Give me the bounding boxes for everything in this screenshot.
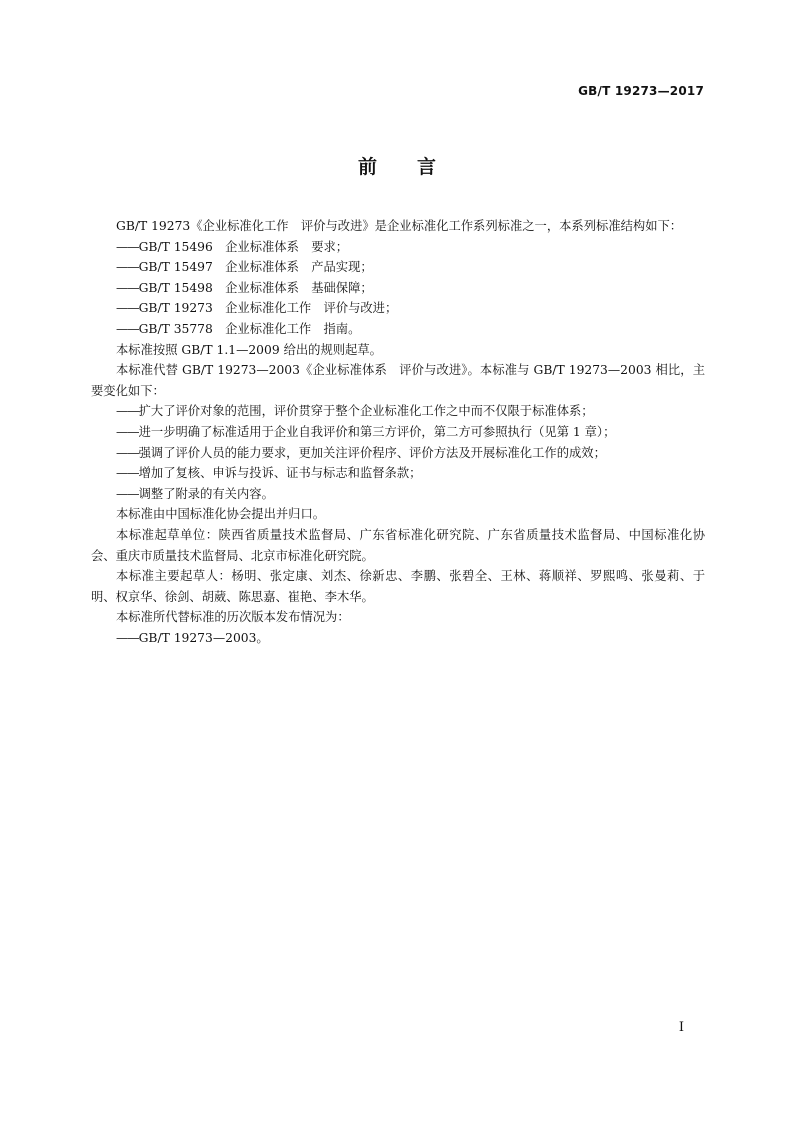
- series-item-3: GB/T 15498 企业标准体系 基础保障；: [138, 280, 373, 295]
- dash-mark: ——: [116, 260, 139, 275]
- list-item: [91, 237, 705, 258]
- list-item: [91, 422, 705, 443]
- dash-mark: ——: [116, 486, 139, 501]
- list-item: [91, 463, 705, 484]
- list-item: [91, 278, 705, 299]
- page-number: I: [678, 1020, 684, 1035]
- change-item-2: 进一步明确了标准适用于企业自我评价和第三方评价，第二方可参照执行（见第 1 章）；: [138, 424, 616, 439]
- dash-mark: ——: [116, 445, 139, 460]
- dash-mark: ——: [116, 301, 139, 316]
- proposed-by-paragraph: 本标准由中国标准化协会提出并归口。: [116, 507, 326, 522]
- dash-mark: ——: [116, 630, 139, 645]
- list-item: [91, 319, 705, 340]
- page-title: 前言: [357, 156, 476, 178]
- list-item: [91, 443, 705, 464]
- drafting-units-paragraph: 本标准起草单位：陕西省质量技术监督局、广东省标准化研究院、广东省质量技术监督局、中国标准化协会、重庆市质量技术监督局、北京市标准化研究院。: [91, 527, 705, 563]
- dash-mark: ——: [116, 280, 139, 295]
- change-item-4: 增加了复核、申诉与投诉、证书与标志和监督条款；: [138, 466, 422, 481]
- change-item-5: 调整了附录的有关内容。: [138, 486, 274, 501]
- list-item: [91, 484, 705, 505]
- dash-mark: ——: [116, 404, 139, 419]
- history-intro-paragraph: 本标准所代替标准的历次版本发布情况为：: [116, 610, 350, 625]
- change-item-3: 强调了评价人员的能力要求，更加关注评价程序、评价方法及开展标准化工作的成效；: [138, 445, 606, 460]
- drafting-rule-paragraph: 本标准按照 GB/T 1.1—2009 给出的规则起草。: [116, 342, 382, 357]
- drafters-paragraph: 本标准主要起草人：杨明、张定康、刘杰、徐新忠、李鹏、张碧全、王林、蒋顺祥、罗熙鸣、张曼莉、于明、权京华、徐剑、胡葳、陈思嘉、崔艳、李木华。: [91, 569, 705, 604]
- dash-mark: ——: [116, 239, 139, 254]
- series-item-5: GB/T 35778 企业标准化工作 指南。: [138, 321, 361, 336]
- foreword-body: [91, 216, 705, 648]
- replaces-paragraph: 本标准代替 GB/T 19273—2003《企业标准体系 评价与改进》。本标准与 GB/T 19273—2003 相比，主要变化如下：: [91, 363, 705, 398]
- list-item: [91, 257, 705, 278]
- standard-code-header: GB/T 19273—2017: [578, 84, 704, 98]
- intro-paragraph: GB/T 19273《企业标准化工作 评价与改进》是企业标准化工作系列标准之一，本系列标准结构如下：: [116, 219, 683, 233]
- history-item-1: GB/T 19273—2003。: [138, 630, 269, 645]
- list-item: [91, 401, 705, 422]
- dash-mark: ——: [116, 321, 139, 336]
- dash-mark: ——: [116, 466, 139, 481]
- list-item: [91, 298, 705, 319]
- series-item-2: GB/T 15497 企业标准体系 产品实现；: [138, 260, 373, 275]
- series-item-4: GB/T 19273 企业标准化工作 评价与改进；: [138, 301, 398, 316]
- dash-mark: ——: [116, 424, 139, 439]
- change-item-1: 扩大了评价对象的范围，评价贯穿于整个企业标准化工作之中而不仅限于标准体系；: [138, 404, 594, 419]
- series-item-1: GB/T 15496 企业标准体系 要求；: [138, 239, 349, 254]
- list-item: [91, 628, 705, 649]
